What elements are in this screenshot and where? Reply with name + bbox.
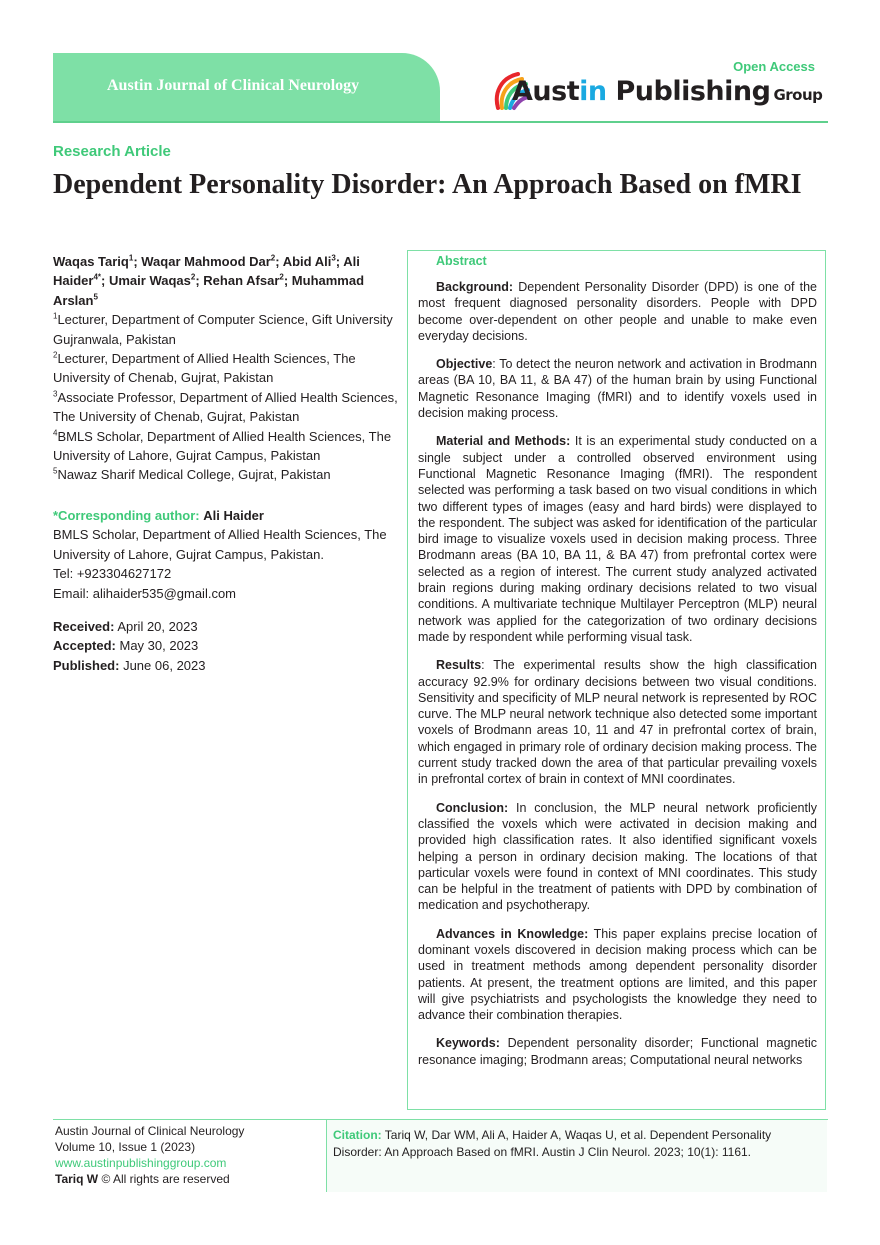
author-name: Ali Haider	[53, 254, 360, 289]
abstract-section-label: Objective	[436, 357, 493, 372]
author-list	[53, 252, 398, 310]
author-affiliation-marker: 2	[270, 253, 276, 263]
affiliation-item	[53, 349, 398, 388]
author-name: Muhammad Arslan	[53, 273, 365, 308]
author-name: Umair Waqas	[108, 273, 191, 289]
logo-wordmark: Austin Publishing Group	[512, 76, 823, 107]
footer-journal-info	[55, 1123, 244, 1187]
abstract-section	[418, 356, 817, 421]
author-affiliation-marker: 1	[128, 253, 134, 263]
abstract-section-text: In conclusion, the MLP neural network proficiently classified the voxels which were activated in decision making and provided high classification rates. It also identified significant voxels helping a person in ordinary decision making. The locations of that particular voxels were found in context of MNI coordinates. This study can be helpful in the treatment of patients with DPD by combination of medication and psychotherapy.	[418, 800, 817, 913]
abstract-title: Abstract	[436, 254, 487, 268]
abstract-section-text: This paper explains precise location of dominant voxels discovered in decision making process which can be used in treatment methods among dependent personality disorder patients. At present, the treatment options are limited, and this paper will give psychiatrists and psychologists the knowledge they need to advance their combination therapies.	[418, 926, 818, 1023]
abstract-body	[418, 279, 817, 1080]
author-separator: ;	[275, 254, 283, 269]
corresponding-name: Ali Haider	[203, 507, 264, 523]
affiliation-number: 5	[53, 467, 58, 477]
accepted-date: Accepted: May 30, 2023	[53, 638, 199, 654]
abstract-section-text: : To detect the neuron network and activation in Brodmann areas (BA 10, BA 11, & BA 47) of the human brain by using Functional Magnetic Resonance Imaging (fMRI) and to identify voxels used in decision making process.	[418, 357, 817, 421]
author-info-column	[53, 252, 398, 675]
corresponding-label: *Corresponding author:	[53, 507, 200, 523]
abstract-section-label: Keywords:	[436, 1036, 500, 1051]
citation-label: Citation:	[333, 1128, 382, 1142]
abstract-section-text: : The experimental results show the high classification accuracy 92.9% for ordinary decisions between two visual conditions. Sensitivity and specificity of MLP neural network is represented by ROC curve. The MLP neural network technique also detected some important voxels of Brodmann areas 10, 11 and 47 in prefrontal cortex of brain, which engaged in primary role of ordinary decision making process. The current study tracked down the area of that particular prevailing voxels in prefrontal cortex of brain in context of MNI coordinates.	[418, 658, 817, 787]
author-name: Waqar Mahmood Dar	[141, 254, 271, 269]
author-name: Abid Ali	[282, 254, 332, 269]
corresponding-email: Email: alihaider535@gmail.com	[53, 585, 236, 601]
abstract-section-text: Dependent personality disorder; Functional magnetic resonance imaging; Brodmann areas; Computational neural networks	[418, 1036, 818, 1067]
citation-body: Tariq W, Dar WM, Ali A, Haider A, Waqas U, et al. Dependent Personality Disorder: An Approach Based on fMRI. Austin J Clin Neurol. 2023; 10(1): 1161.	[333, 1128, 772, 1159]
affiliation-item	[53, 465, 398, 484]
publisher-logo	[492, 70, 827, 118]
abstract-section	[418, 926, 817, 1024]
affiliation-number: 3	[53, 389, 58, 399]
author-separator: ;	[283, 273, 292, 289]
affiliation-text: Lecturer, Department of Computer Science, Gift University Gujranwala, Pakistan	[53, 312, 393, 347]
affiliation-list	[53, 310, 398, 485]
author-affiliation-marker: 3	[331, 253, 336, 263]
author-affiliation-marker: 2	[190, 273, 196, 283]
open-access-label: Open Access	[733, 59, 815, 74]
received-date: Received: April 20, 2023	[53, 618, 198, 634]
abstract-section	[418, 433, 817, 645]
journal-name: Austin Journal of Clinical Neurology	[107, 77, 360, 94]
abstract-section-text: Dependent Personality Disorder (DPD) is one of the most frequent diagnosed personality disorders. People with DPD become over-dependent on other people and unable to make even everyday decisions.	[418, 280, 817, 343]
author-affiliation-marker: 4*	[93, 273, 102, 283]
footer-volume: Volume 10, Issue 1 (2023)	[55, 1140, 196, 1154]
article-dates	[53, 617, 398, 675]
published-date: Published: June 06, 2023	[53, 657, 206, 673]
abstract-box	[407, 250, 826, 1110]
article-title: Dependent Personality Disorder: An Approach Based on fMRI	[53, 169, 802, 200]
abstract-section-label: Material and Methods:	[436, 434, 571, 449]
affiliation-item	[53, 427, 398, 466]
affiliation-item	[53, 388, 398, 427]
author-name: Waqas Tariq	[53, 254, 129, 269]
affiliation-text: Lecturer, Department of Allied Health Sciences, The University of Chenab, Gujrat, Pakistan	[53, 351, 356, 386]
author-name: Rehan Afsar	[203, 273, 280, 289]
author-affiliation-marker: 2	[279, 273, 284, 283]
affiliation-number: 1	[53, 311, 58, 321]
header-divider	[53, 121, 828, 123]
author-separator: ;	[195, 273, 204, 289]
affiliation-text: Nawaz Sharif Medical College, Gujrat, Pakistan	[57, 467, 331, 483]
corresponding-tel: Tel: +923304627172	[53, 566, 172, 582]
footer-url-link[interactable]: www.austinpublishinggroup.com	[55, 1156, 227, 1170]
article-type: Research Article	[53, 143, 171, 160]
affiliation-text: Associate Professor, Department of Allied Health Sciences, The University of Chenab, Gujrat, Pakistan	[53, 389, 398, 425]
corresponding-address: BMLS Scholar, Department of Allied Health Sciences, The University of Lahore, Gujrat Campus, Pakistan.	[53, 527, 387, 562]
abstract-section	[418, 800, 817, 914]
abstract-section	[418, 1035, 817, 1068]
abstract-section	[418, 657, 817, 787]
author-separator: ;	[133, 254, 142, 269]
affiliation-item	[53, 310, 398, 349]
abstract-section-label: Background:	[436, 280, 514, 294]
footer-vertical-divider	[326, 1120, 327, 1192]
corresponding-author	[53, 506, 398, 603]
abstract-section-label: Conclusion:	[436, 800, 509, 815]
citation-text	[333, 1127, 823, 1160]
author-separator: ;	[101, 273, 109, 289]
abstract-section-label: Results	[436, 658, 482, 673]
affiliation-number: 2	[53, 350, 58, 360]
abstract-section-text: It is an experimental study conducted on a single subject under a controlled observed environment using Functional Magnetic Resonance Imaging (fMRI). The respondent selected was performing a task based on two visual conditions in which two different types of images (easy and hard birds) were displayed to the respondent. The subject was asked for identification of the particular bird image to visualize voxels used in decision making process. Three Brodmann areas (BA 10, BA 11, & BA 47) from prefrontal cortex were selected as a region of interest. The current study analyzed activated brain regions during making ordinary decisions related to two visual conditions. A multivariate technique Multilayer Perceptron (MLP) neural network was applied for the categorization of two ordinary decisions made by respondent while performing visual task.	[418, 434, 817, 644]
author-separator: ;	[335, 254, 344, 269]
footer-journal: Austin Journal of Clinical Neurology	[55, 1124, 245, 1138]
footer-copyright: Tariq W © All rights are reserved	[55, 1172, 230, 1186]
author-affiliation-marker: 5	[93, 292, 98, 302]
abstract-section	[418, 279, 817, 344]
affiliation-number: 4	[53, 428, 58, 438]
affiliation-text: BMLS Scholar, Department of Allied Health Sciences, The University of Lahore, Gujrat Campus, Pakistan	[53, 428, 392, 464]
abstract-section-label: Advances in Knowledge:	[436, 926, 589, 941]
